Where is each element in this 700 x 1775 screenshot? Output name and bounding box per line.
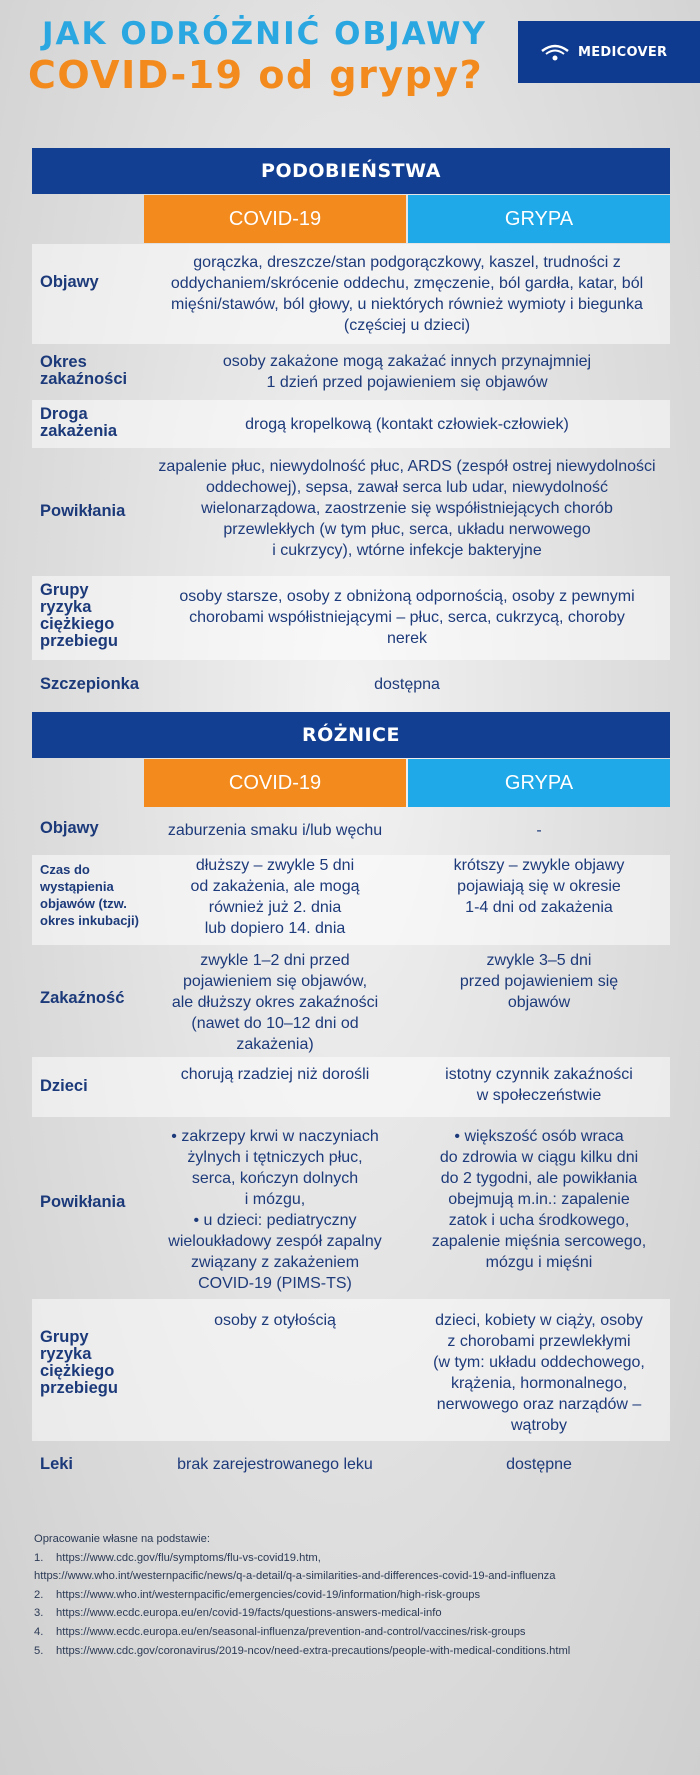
source-item: 5. https://www.cdc.gov/coronavirus/2019-ncov/need-extra-precautions/people-with-medical-conditions.html xyxy=(34,1644,571,1657)
sim-row-grupy xyxy=(32,576,670,660)
grypa-text: zwykle 3–5 dni przed pojawieniem się objawów xyxy=(459,952,619,1011)
row-label: Droga zakażenia xyxy=(40,405,118,440)
similarities-banner: PODOBIEŃSTWA xyxy=(32,148,670,194)
diff-row-powiklania xyxy=(32,1118,670,1298)
row-label: Dzieci xyxy=(40,1077,88,1095)
logo-text: MEDICOVER xyxy=(578,44,668,60)
grypa-text: dostępne xyxy=(506,1456,572,1473)
covid-text: • zakrzepy krwi w naczyniach żylnych i tętniczych płuc, serca, kończyn dolnych i mózgu, • u dzieci: pediatryczny wieloukładowy zespół zapalny związany z zakażeniem COVID-19 (PIMS-TS) xyxy=(168,1128,382,1292)
row-label: Grupy ryzyka ciężkiego przebiegu xyxy=(40,581,118,650)
row-label: Czas do wystąpienia objawów (tzw. okres inkubacji) xyxy=(40,862,139,928)
sources-footnotes xyxy=(34,1530,674,1660)
row-label: Zakaźność xyxy=(40,989,125,1007)
covid-text: dłuższy – zwykle 5 dni od zakażenia, ale mogą również już 2. dnia lub dopiero 14. dnia xyxy=(190,857,360,937)
row-text: gorączka, dreszcze/stan podgorączkowy, kaszel, trudności z oddychaniem/skrócenie oddechu, zmęczenie, ból gardła, katar, ból mięśni/stawów, ból głowy, u niektórych również wymioty i biegunka (częściej u dzieci) xyxy=(170,254,644,334)
differences-banner: RÓŻNICE xyxy=(32,712,670,758)
source-item: 3. https://www.ecdc.europa.eu/en/covid-19/facts/questions-answers-medical-info xyxy=(34,1607,442,1620)
grypa-text: - xyxy=(536,822,542,839)
differences-grypa-header: GRYPA xyxy=(408,759,670,807)
row-label: Powikłania xyxy=(40,502,126,520)
title-line-2: COVID-19 od grypy? xyxy=(28,53,484,97)
source-item: https://www.who.int/westernpacific/news/q-a-detail/q-a-similarities-and-differences-covid-19-and-influenza xyxy=(34,1570,556,1583)
source-item: 4. https://www.ecdc.europa.eu/en/seasonal-influenza/prevention-and-control/vaccines/risk-groups xyxy=(34,1625,526,1638)
medicover-logo-icon xyxy=(540,41,570,63)
grypa-text: istotny czynnik zakaźności w społeczeństwie xyxy=(445,1066,633,1104)
diff-row-leki xyxy=(32,1442,670,1486)
sim-row-szczepionka xyxy=(32,661,670,707)
grypa-text: krótszy – zwykle objawy pojawiają się w okresie 1-4 dni od zakażenia xyxy=(453,857,625,916)
title-line-1: JAK ODRÓŻNIĆ OBJAWY xyxy=(42,16,487,52)
covid-text: osoby z otyłością xyxy=(214,1312,336,1329)
row-label: Powikłania xyxy=(40,1193,126,1211)
differences-covid-header: COVID-19 xyxy=(144,759,406,807)
row-label: Objawy xyxy=(40,273,99,291)
diff-row-objawy xyxy=(32,808,670,854)
diff-row-inkubacja xyxy=(32,855,670,945)
diff-row-zakaznosc xyxy=(32,946,670,1056)
row-label: Grupy ryzyka ciężkiego przebiegu xyxy=(40,1328,118,1397)
row-text: drogą kropelkową (kontakt człowiek-człowiek) xyxy=(245,416,569,433)
diff-row-grupy xyxy=(32,1299,670,1441)
row-text: zapalenie płuc, niewydolność płuc, ARDS (zespół ostrej niewydolności oddechowej), sepsa, zawał serca lub udar, niewydolność wielonarządowa, zaostrzenie się współistniejących chorób przewlekłych (w tym płuc, serca, układu nerwowego i cukrzycy), wtórne infekcje bakteryjne xyxy=(158,458,656,559)
source-item: 1. https://www.cdc.gov/flu/symptoms/flu-vs-covid19.htm, xyxy=(34,1551,321,1564)
similarities-grypa-header: GRYPA xyxy=(408,195,670,243)
sim-row-powiklania xyxy=(32,449,670,575)
covid-text: zwykle 1–2 dni przed pojawieniem się objawów, ale dłuższy okres zakaźności (nawet do 10–12 dni od zakażenia) xyxy=(171,952,379,1053)
row-label: Leki xyxy=(40,1455,74,1473)
covid-text: zaburzenia smaku i/lub węchu xyxy=(167,822,383,839)
row-label: Objawy xyxy=(40,819,99,837)
covid-text: brak zarejestrowanego leku xyxy=(177,1456,373,1473)
row-text: osoby starsze, osoby z obniżoną odpornością, osoby z pewnymi chorobami współistniejącymi – płuc, serca, cukrzycą, choroby nerek xyxy=(179,588,635,647)
row-text: osoby zakażone mogą zakażać innych przynajmniej 1 dzień przed pojawieniem się objawów xyxy=(222,353,592,391)
source-item: 2. https://www.who.int/westernpacific/emergencies/covid-19/information/high-risk-groups xyxy=(34,1588,481,1601)
sources-intro: Opracowanie własne na podstawie: xyxy=(34,1533,210,1545)
row-text: dostępna xyxy=(374,676,440,693)
sim-row-okres xyxy=(32,345,670,399)
sim-row-objawy xyxy=(32,244,670,344)
row-label: Szczepionka xyxy=(40,675,140,693)
row-label: Okres zakaźności xyxy=(40,353,128,388)
grypa-text: • większość osób wraca do zdrowia w ciągu kilku dni do 2 tygodni, ale powikłania obejmują m.in.: zapalenie zatok i ucha środkowego, zapalenie mięśnia sercowego, mózgu i mięśni xyxy=(431,1128,647,1271)
sim-row-droga xyxy=(32,400,670,448)
covid-text: chorują rzadziej niż dorośli xyxy=(180,1066,370,1083)
grypa-text: dzieci, kobiety w ciąży, osoby z chorobami przewlekłymi (w tym: układu oddechowego, krążenia, hormonalnego, nerwowego oraz narządów – wątroby xyxy=(433,1312,645,1434)
similarities-covid-header: COVID-19 xyxy=(144,195,406,243)
diff-row-dzieci xyxy=(32,1057,670,1117)
medicover-logo xyxy=(518,21,700,83)
